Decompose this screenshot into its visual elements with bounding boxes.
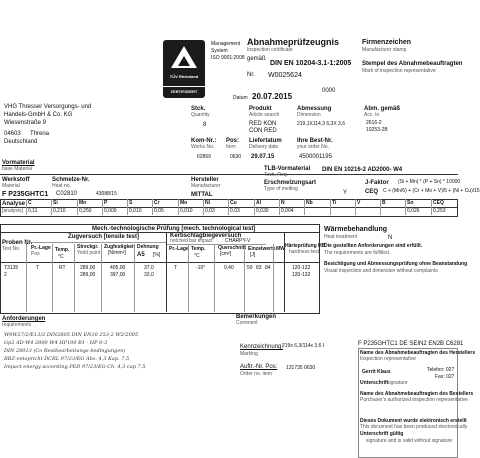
- analysis-element-al: Al: [256, 200, 261, 206]
- werkstoff-value: F P235GHTC1: [2, 191, 49, 198]
- divider: [0, 174, 458, 175]
- sign-telefon: Telefon: 027: [427, 367, 455, 373]
- cert-nr: W0025624: [268, 72, 302, 79]
- col-line: [26, 240, 27, 312]
- haerte-sub: hardness test: [289, 249, 320, 255]
- analysis-value-si: 0,210: [53, 208, 66, 214]
- analysis-col-line: [228, 199, 229, 215]
- waerme-label: Wärmebehandlung: [324, 226, 388, 233]
- analysis-col-line: [203, 199, 204, 215]
- streck-unit: Yield point: [77, 250, 101, 256]
- analysis-element-cu: Cu: [230, 200, 237, 206]
- anford-line: RBZ-entspricht DCRL 97/23/EG Abs. 4,3 Kap. 7,5: [4, 356, 130, 362]
- vormaterial-label: Vormaterial: [2, 160, 35, 166]
- standard: DIN EN 10204-3.1-1:2005: [270, 60, 352, 67]
- querschnitt-unit: [cm²]: [220, 251, 232, 257]
- produkt-value1: RED KON: [249, 121, 277, 127]
- erfuellt-en: The requirements are fulfilled.: [324, 250, 391, 256]
- bemerk-label: Bemerkungen: [236, 314, 277, 320]
- tuv-certification-logo: [163, 40, 205, 98]
- stamp-label: Stempel des Abnahmebeauftragten: [362, 61, 463, 67]
- sign-fax: Fax: 027: [435, 374, 455, 380]
- address-name2: Handels-GmbH & Co. KG: [4, 112, 73, 118]
- dehn-value2: 33,0: [144, 272, 154, 278]
- mech-divider: [0, 232, 320, 233]
- anford-line: Impact energy according PED 97/23/EG Ch. 4,3 cap 7,5: [4, 364, 146, 370]
- mech-header-divider: [0, 262, 320, 263]
- bemerk-sub: Comment: [236, 320, 258, 326]
- komm-label: Kom-Nr.:: [191, 138, 217, 144]
- analysis-col-line: [304, 199, 305, 215]
- anford-sub: requirements: [2, 322, 32, 328]
- temp-unit: °C: [58, 254, 64, 260]
- analysis-col-line: [26, 199, 27, 215]
- prlage-sub: Pos: [31, 251, 40, 257]
- kennz-label: Kennzeichnung:: [240, 344, 284, 350]
- analysis-value-ceq: 0,253: [433, 208, 446, 214]
- analysis-element-mo: Mo: [180, 200, 188, 206]
- einzelwerte-unit: [J]: [250, 252, 256, 258]
- streck-label: Streckgr.: [77, 244, 99, 250]
- kerb-title: Kerbschlagbiegeversuch: [170, 233, 242, 239]
- analysis-value-n: 0,004: [281, 208, 294, 214]
- mgmt-line3: ISO 9001:2008: [211, 55, 245, 61]
- kprlage-label: Pr.-Lage: [169, 246, 189, 252]
- analysis-col-line: [102, 199, 103, 215]
- unter-sub: signature: [387, 380, 408, 386]
- erschm-sub: Type of melting: [264, 186, 298, 192]
- analysis-col-line: [51, 199, 52, 215]
- zug-value1: 405,00: [110, 265, 126, 271]
- anford-line: W9W27/2/E13/2 DIN2605 DIN EN10 253-2 W2/2005: [4, 332, 139, 338]
- analysis-value-ni: 0,03: [205, 208, 215, 214]
- probe-sub: Test No.: [2, 246, 21, 252]
- analysis-col-line: [355, 199, 356, 215]
- ihre-label: Ihre Best-Nr.: [297, 138, 333, 144]
- zug-divider: [26, 242, 166, 243]
- document-title: Abnahmeprüfzeugnis: [247, 37, 340, 47]
- abmessung-value: 219,1X114,3 6,3X 3,6: [297, 121, 346, 127]
- einzel-value2: 83: [256, 265, 262, 271]
- col-line: [214, 244, 215, 312]
- pos-label: Pos:: [226, 138, 240, 144]
- sign-name-label: Name des Abnahmebeauftragten des Herstellers: [360, 350, 476, 356]
- stck-sub: Quantity: [191, 112, 210, 118]
- abmessung-sub: Dimension: [297, 112, 321, 118]
- abm-gem-sub: Acc. to: [364, 112, 380, 118]
- liefer-value: 29.07.15: [251, 154, 275, 160]
- tlb-sub: Tech. Req.: [264, 172, 288, 178]
- kennz-sub: Marking: [240, 351, 258, 357]
- komm-sub: Works No.: [191, 144, 215, 150]
- auftrag-sub: Order no. item: [240, 371, 272, 377]
- firm-sub: Manufacturer stamp: [362, 47, 407, 53]
- tlb-value: DIN EN 10216-2 AD2000- W4: [322, 167, 403, 173]
- analysis-value-s: 0,010: [129, 208, 142, 214]
- ceq-label: CEQ: [365, 189, 379, 195]
- analysis-element-ceq: CEQ: [433, 200, 444, 206]
- unter2-sub: signature and is valid without signature: [366, 438, 453, 444]
- sign-name-sub: Inspection representative: [360, 356, 416, 362]
- hersteller-value: MITTAL: [191, 192, 213, 198]
- logo-text-tuv: TÜV Rheinland: [169, 74, 199, 79]
- document-title-en: Inspection certificate: [247, 47, 293, 53]
- address-country: Deutschland: [4, 139, 38, 145]
- querschnitt-label: Querschnitt: [218, 245, 247, 251]
- mgmt-line2: System: [211, 48, 228, 54]
- kerb-divider: [166, 244, 266, 245]
- hersteller-sub: Manufacturer: [191, 183, 221, 189]
- analysis-element-n: N: [281, 200, 285, 206]
- analysis-element-s: S: [129, 200, 133, 206]
- temp-label: Temp.: [55, 247, 70, 253]
- col-line: [273, 244, 274, 312]
- col-line: [244, 244, 245, 312]
- analysis-row-divider: [0, 207, 458, 208]
- hersteller-label: Hersteller: [191, 177, 219, 183]
- einzel-value1: 59: [247, 265, 253, 271]
- datum: 20.07.2015: [252, 92, 293, 101]
- datum-label: Datum: [233, 95, 248, 101]
- schmelze-value: C02810: [56, 191, 78, 197]
- cert-nr-suffix: 0000: [322, 88, 336, 94]
- address-name1: VHG Thresser Versorgungs- und: [4, 104, 92, 110]
- gemass-label: gemäß: [247, 56, 266, 62]
- liefer-sub: Delivery date: [249, 144, 279, 150]
- col-line: [166, 232, 167, 312]
- auftrag-value: 131735 0630: [286, 365, 316, 371]
- analysis-value-mo: 0,010: [180, 208, 193, 214]
- analysis-value-c: 0,11: [28, 208, 38, 214]
- jfaktor-formula: (Si + Mn) * (P + Sn) * 10000: [398, 179, 461, 185]
- analysis-value-mn: 0,250: [79, 208, 92, 214]
- erschm-value: Y: [343, 190, 348, 196]
- col-line: [101, 244, 102, 312]
- col-line: [188, 244, 189, 312]
- analysis-col-line: [431, 199, 432, 215]
- unter2-label: Unterschrift gültig: [360, 431, 404, 437]
- col-line: [134, 244, 135, 312]
- analysis-element-nb: Nb: [306, 200, 313, 206]
- zug-unit: [N/mm²]: [108, 250, 126, 256]
- ktemp-value: -10°: [196, 265, 206, 271]
- prlage-label: Pr.-Lage: [31, 245, 51, 251]
- haerte-label: Härteprüfung HB: [285, 243, 326, 249]
- ktemp-label: Temp.: [191, 246, 206, 252]
- abm-gem-value1: 2616-2: [366, 120, 382, 126]
- produkt-value2: CON RED: [249, 128, 277, 134]
- analysis-element-v: V: [357, 200, 361, 206]
- probe-value: T3135: [4, 265, 19, 271]
- analysis-value-cr: 0,05: [154, 208, 164, 214]
- analysis-col-line: [405, 199, 406, 215]
- analysis-label2: [analysis]: [2, 208, 23, 214]
- dehn-pct: [%]: [153, 252, 161, 258]
- zug-value2: 397,00: [110, 272, 126, 278]
- werkstoff-label: Werkstoff: [2, 177, 30, 183]
- kerb-sub: notched bar impact: [170, 238, 213, 244]
- analysis-col-line: [77, 199, 78, 215]
- firm-label: Firmenzeichen: [362, 39, 412, 46]
- sign-name: Gerrit Klaus: [362, 369, 391, 375]
- dehn-unit: A5: [137, 252, 145, 258]
- komm-value: 62869: [197, 154, 211, 160]
- besteller-label: Name des Abnahmebeauftragten des Bestellers: [360, 391, 474, 397]
- stck-label: Stck.: [191, 106, 206, 112]
- charpy: CHARPY-V: [225, 238, 251, 244]
- lage-value: T: [36, 265, 40, 271]
- zug-title: Zugversuch [tensile test]: [68, 234, 140, 240]
- produkt-label: Produkt: [249, 106, 272, 112]
- address-city: Threna: [30, 131, 50, 137]
- analysis-element-ti: Ti: [332, 200, 337, 206]
- klage-value: T: [174, 265, 178, 271]
- schmelze-label: Schmelze-Nr.: [52, 177, 90, 183]
- address-zip: 04603: [4, 131, 21, 137]
- analysis-value-p: 0,009: [104, 208, 117, 214]
- mech-table: [0, 224, 320, 314]
- schmelze-sub: Heat no.: [52, 183, 71, 189]
- charge-value: 43088/15: [96, 191, 117, 197]
- cert-nr-label: Nr.: [247, 72, 255, 78]
- ceq-formula: C + (Mn/6) + (Cr + Mo + V)/5 + (Ni + Cu)/15: [383, 188, 480, 194]
- streck-value1: 289,00: [80, 265, 96, 271]
- analysis-element-mn: Mn: [79, 200, 87, 206]
- logo-text-certified: ZERTIFIZIERT: [163, 86, 205, 94]
- erschm-label: Erschmelzungsart: [264, 180, 317, 186]
- col-line: [74, 244, 75, 312]
- einzel-value3: 84: [265, 265, 271, 271]
- stck-value: 8: [203, 122, 207, 128]
- streck-value2: 289,00: [80, 272, 96, 278]
- einzelwerte-label: Einzelwerte: [248, 246, 276, 252]
- hb-value2: 120-132: [292, 272, 311, 278]
- stamp-sub: Mark of inspection representative: [362, 68, 436, 74]
- waerme-value: N: [388, 235, 393, 241]
- electronic-note-en: This document has been produced electronically: [360, 424, 468, 430]
- analysis-col-line: [152, 199, 153, 215]
- analysis-element-cr: Cr: [154, 200, 160, 206]
- liefer-label: Liefertatum: [249, 138, 282, 144]
- analysis-element-p: P: [104, 200, 108, 206]
- dehn-value1: 37,0: [144, 265, 154, 271]
- hb-value1: 120-132: [292, 265, 311, 271]
- analysis-label: Analyse: [2, 201, 26, 207]
- base-material-label: base Material: [2, 166, 33, 172]
- analysis-col-line: [330, 199, 331, 215]
- anford-line: Gp2 AD-W4 2000 W4 HP100 B1 - HP 0-3: [4, 340, 108, 346]
- besicht-en: Visual inspection and dimension without complaints: [324, 268, 438, 274]
- waerme-sub: Heat treatment: [324, 234, 358, 240]
- analysis-element-si: Si: [53, 200, 58, 206]
- address-street: Wiesenstraße 9: [4, 120, 47, 126]
- besicht-text: Besichtigung und Abmessungsprüfung ohne Beanstandung: [324, 261, 468, 267]
- erfuellt-text: Die gestellten Anforderungen sind erfüllt.: [324, 243, 423, 249]
- werkstoff-sub: Material: [2, 183, 20, 189]
- ktemp-unit: °C: [194, 253, 200, 259]
- mech-title: Mech.-technologische Prüfung [mech. technological test]: [92, 226, 256, 232]
- quer-value: 0,40: [224, 265, 234, 271]
- ihre-value: 4500001195: [299, 154, 332, 160]
- col-line: [284, 232, 285, 312]
- probe-label: Proben Nr.: [2, 240, 33, 246]
- col-line: [52, 244, 53, 312]
- mgmt-line1: Management: [211, 41, 241, 47]
- tlb-label: TLB-Vormaterial: [264, 166, 311, 172]
- analysis-value-al: 0,030: [256, 208, 269, 214]
- anford-line: DIN 28013 (Co Restbearbeitungs-bedingungen): [4, 348, 126, 354]
- analysis-col-line: [178, 199, 179, 215]
- pos-value: 0630: [230, 154, 242, 160]
- abm-gem-value2: 10253-2B: [366, 127, 388, 133]
- produkt-sub: Article search: [249, 112, 280, 118]
- besteller-sub: Purchaser's authorized inspection representative: [360, 397, 468, 403]
- mittel-label: MW: [276, 246, 285, 252]
- analysis-col-line: [279, 199, 280, 215]
- dehn-label: Dehnung: [137, 244, 159, 250]
- analysis-element-c: C: [28, 200, 32, 206]
- unter-label: Unterschrift: [360, 380, 389, 386]
- analysis-value-cu: 0,03: [230, 208, 240, 214]
- pos-sub: Item: [226, 144, 236, 150]
- analysis-col-line: [254, 199, 255, 215]
- probe-value2: 2: [4, 272, 7, 278]
- analysis-element-ni: Ni: [205, 200, 210, 206]
- abm-gem-label: Abm. gemäß: [364, 106, 401, 112]
- analysis-col-line: [127, 199, 128, 215]
- auftrag-label: Auftr.-Nr. Pos:: [240, 364, 278, 370]
- analysis-element-b: B: [382, 200, 386, 206]
- analysis-value-sn: 0,026: [407, 208, 420, 214]
- abmessung-label: Abmessung: [297, 106, 332, 112]
- ihre-sub: your order No.: [297, 144, 329, 150]
- analysis-col-line: [380, 199, 381, 215]
- electronic-note: Dieses Dokument wurde elektronisch erstellt: [360, 418, 467, 424]
- analysis-element-sn: Sn: [407, 200, 414, 206]
- anford-label: Anforderungen: [2, 316, 46, 322]
- jfaktor-label: J-Faktor: [365, 180, 389, 186]
- marking-right: F P235GHTC1 DE SEIN2 EN2B C6281: [358, 341, 464, 347]
- kennz-value: 219x 6,3/114x 3,6 I: [282, 343, 325, 349]
- temp-value: RT: [59, 265, 66, 271]
- zug-label: Zugfestigkeit: [104, 244, 136, 250]
- analysis-table: [0, 199, 458, 217]
